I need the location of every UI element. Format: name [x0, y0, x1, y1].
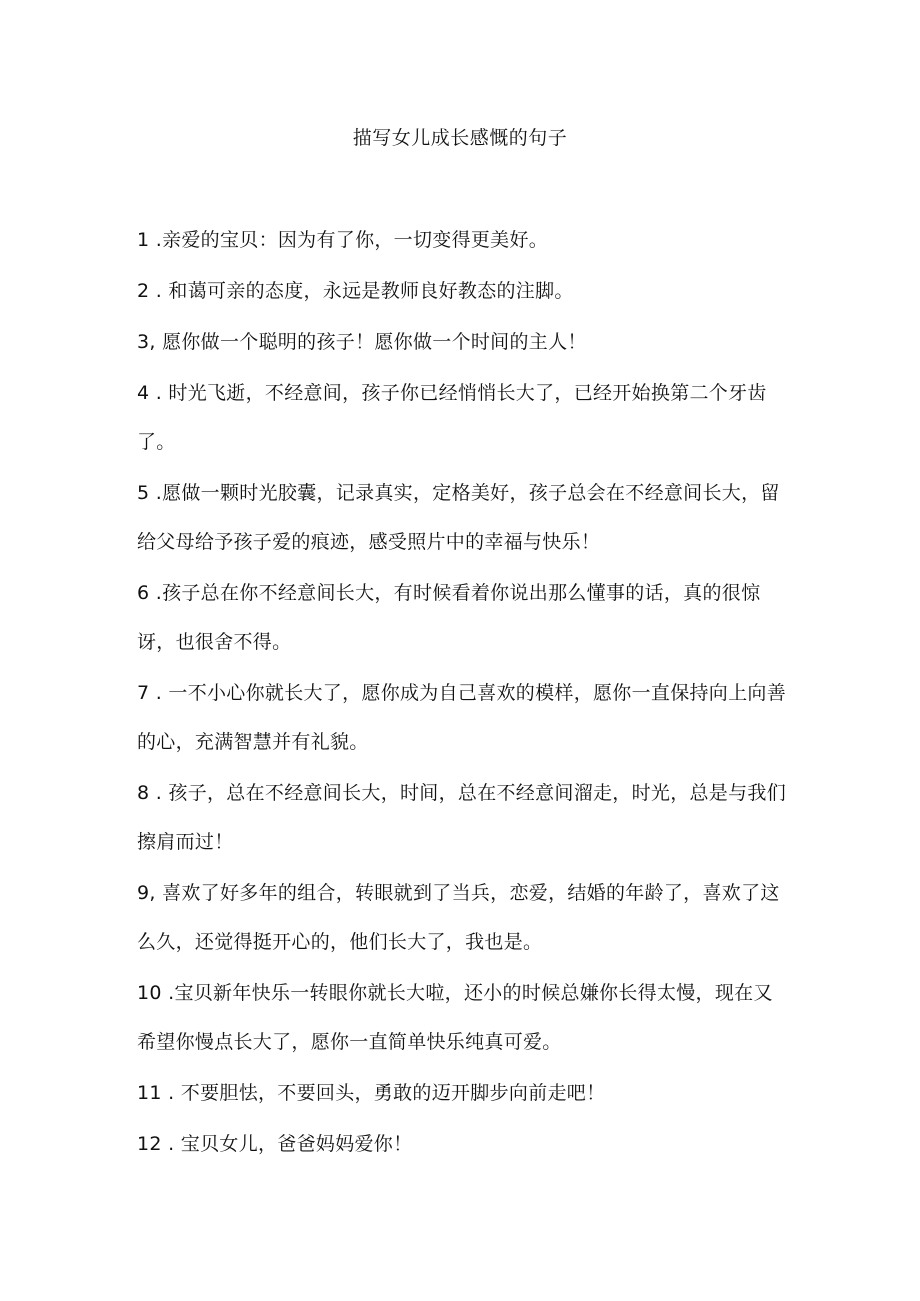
list-item: 7 . 一不小心你就长大了，愿你成为自己喜欢的模样，愿你一直保持向上向善的心，充满智慧并有礼貌。: [137, 682, 787, 753]
list-item: 11 . 不要胆怯，不要回头，勇敢的迈开脚步向前走吧！: [137, 1082, 606, 1104]
list-item: 5 .愿做一颗时光胶囊，记录真实，定格美好，孩子总会在不经意间长大，留给父母给予孩子爱的痕迹，感受照片中的幸福与快乐！: [137, 482, 780, 553]
page-title: 描写女儿成长感慨的句子: [352, 127, 568, 149]
list-item: 10 .宝贝新年快乐一转眼你就长大啦，还小的时候总嫌你长得太慢，现在又希望你慢点长大了，愿你一直简单快乐纯真可爱。: [137, 982, 773, 1053]
list-item: 12 . 宝贝女儿，爸爸妈妈爱你！: [137, 1133, 413, 1155]
list-item: 2 . 和蔼可亲的态度，永远是教师良好教态的注脚。: [137, 280, 574, 302]
list-item: 9, 喜欢了好多年的组合，转眼就到了当兵，恋爱，结婚的年龄了，喜欢了这么久，还觉得挺开心的，他们长大了，我也是。: [137, 882, 780, 953]
list-item: 1 .亲爱的宝贝：因为有了你，一切变得更美好。: [137, 229, 549, 251]
list-item: 6 .孩子总在你不经意间长大，有时候看着你说出那么懂事的话，真的很惊讶，也很舍不得。: [137, 582, 761, 653]
list-item: 8 . 孩子，总在不经意间长大，时间，总在不经意间溜走，时光，总是与我们擦肩而过！: [137, 782, 787, 853]
list-item: 3, 愿你做一个聪明的孩子！愿你做一个时间的主人！: [137, 331, 587, 353]
list-item: 4 . 时光飞逝，不经意间，孩子你已经悄悄长大了，已经开始换第二个牙齿了。: [137, 382, 767, 453]
sentence-list: [137, 216, 787, 1171]
